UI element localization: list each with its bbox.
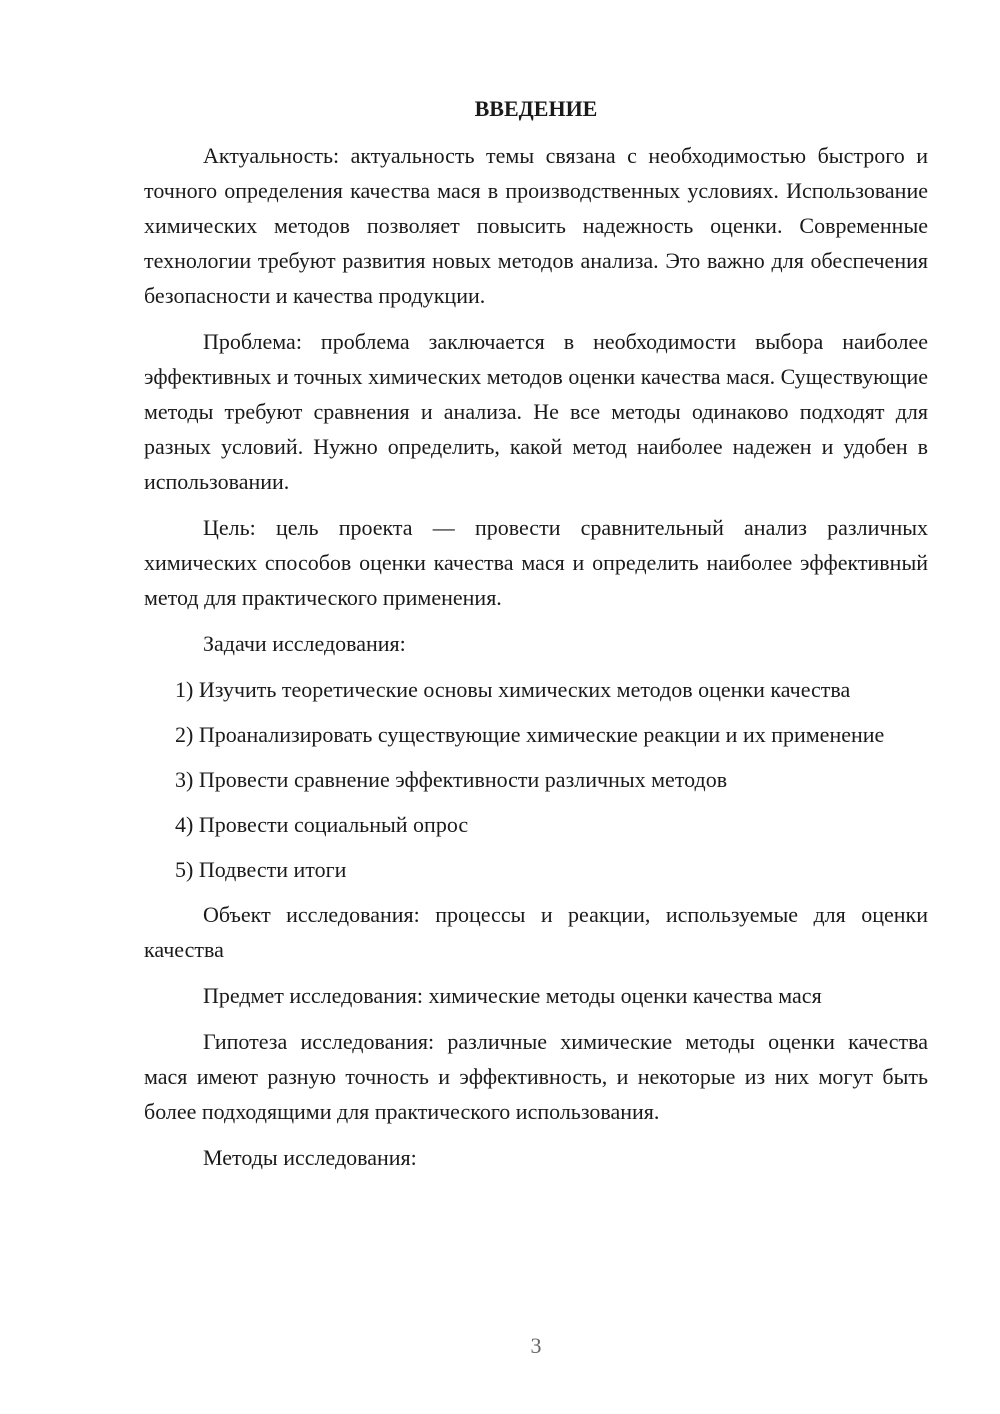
paragraph-tasks-heading: Задачи исследования: [203, 631, 406, 656]
task-item-1: 1) Изучить теоретические основы химических методов оценки качества [175, 677, 851, 702]
section-title: ВВЕДЕНИЕ [474, 96, 598, 121]
paragraph-goal: Цель: цель проекта — провести сравнительный анализ различных химических способов оценки качества мася и определить наиболее эффективный метод для практического применения. [144, 515, 928, 610]
paragraph-relevance: Актуальность: актуальность темы связана с необходимостью быстрого и точного определения качества мася в производственных условиях. Использование химических методов позволяет повысить надежность оценки. Современные технологии требуют развития новых методов анализа. Это важно для обеспечения безопасности и качества продукции. [144, 143, 928, 308]
task-item-3: 3) Провести сравнение эффективности различных методов [175, 767, 728, 792]
paragraph-methods: Методы исследования: [203, 1145, 417, 1170]
paragraph-hypothesis: Гипотеза исследования: различные химические методы оценки качества мася имеют разную точность и эффективность, и некоторые из них могут быть более подходящими для практического использования. [144, 1029, 928, 1124]
task-item-5: 5) Подвести итоги [175, 857, 347, 882]
page-number: 3 [530, 1333, 542, 1358]
paragraph-subject: Предмет исследования: химические методы оценки качества мася [203, 983, 822, 1008]
task-item-2: 2) Проанализировать существующие химические реакции и их применение [175, 722, 885, 747]
task-item-4: 4) Провести социальный опрос [175, 812, 469, 837]
document-page [144, 94, 928, 1186]
paragraph-problem: Проблема: проблема заключается в необходимости выбора наиболее эффективных и точных химических методов оценки качества мася. Существующие методы требуют сравнения и анализа. Не все методы одинаково подходят для разных условий. Нужно определить, какой метод наиболее надежен и удобен в использовании. [144, 329, 928, 494]
paragraph-object: Объект исследования: процессы и реакции, используемые для оценки качества [144, 902, 928, 962]
